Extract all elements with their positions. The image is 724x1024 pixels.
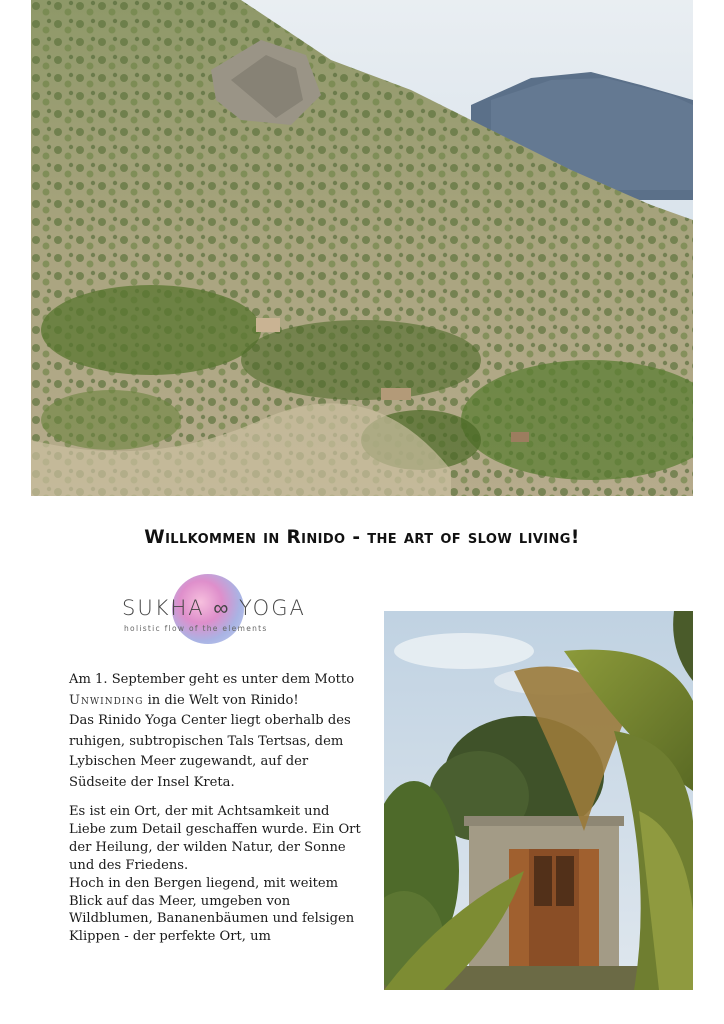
body-line: Klippen - der perfekte Ort, um: [69, 929, 271, 945]
infinity-icon: ∞: [213, 596, 231, 620]
body-line: der Heilung, der wilden Natur, der Sonne: [69, 839, 346, 855]
logo-tagline: holistic flow of the elements: [124, 624, 268, 633]
logo-word-left: SUKHA: [122, 596, 205, 620]
body-line: Wildblumen, Bananenbäumen und felsigen: [69, 911, 355, 927]
body-line: Hoch in den Bergen liegend, mit weitem: [69, 875, 339, 891]
intro-line: Das Rinido Yoga Center liegt oberhalb des: [69, 713, 351, 728]
motto-keyword: Unwinding: [69, 692, 144, 708]
intro-line: [69, 691, 369, 712]
intro-line: ruhigen, subtropischen Tals Tertsas, dem: [69, 733, 344, 749]
hut-photo: [384, 611, 693, 990]
intro-line: Lybischen Meer zugewandt, auf der: [69, 754, 309, 769]
body-line: und des Friedens.: [69, 857, 189, 873]
intro-line: Südseite der Insel Kreta.: [69, 774, 235, 790]
body-paragraph: [69, 803, 369, 946]
intro-paragraph: [69, 670, 369, 793]
intro-line-rest: in die Welt von Rinido!: [143, 692, 299, 708]
banana-tree-hut-image: [384, 611, 693, 990]
hero-photo: [31, 0, 693, 496]
logo-wordmark: [122, 596, 306, 621]
body-line: Liebe zum Detail geschaffen wurde. Ein Ort: [69, 821, 361, 837]
logo-word-right: YOGA: [239, 596, 306, 620]
sukha-yoga-logo: [120, 574, 306, 646]
body-line: Blick auf das Meer, umgeben von: [69, 893, 291, 909]
hillside-landscape-image: [31, 0, 693, 496]
body-line: Es ist ein Ort, der mit Achtsamkeit und: [69, 804, 330, 819]
page-headline: Willkommen in Rinido - the art of slow living!: [144, 527, 580, 548]
intro-line: Am 1. September geht es unter dem Motto: [69, 672, 355, 687]
